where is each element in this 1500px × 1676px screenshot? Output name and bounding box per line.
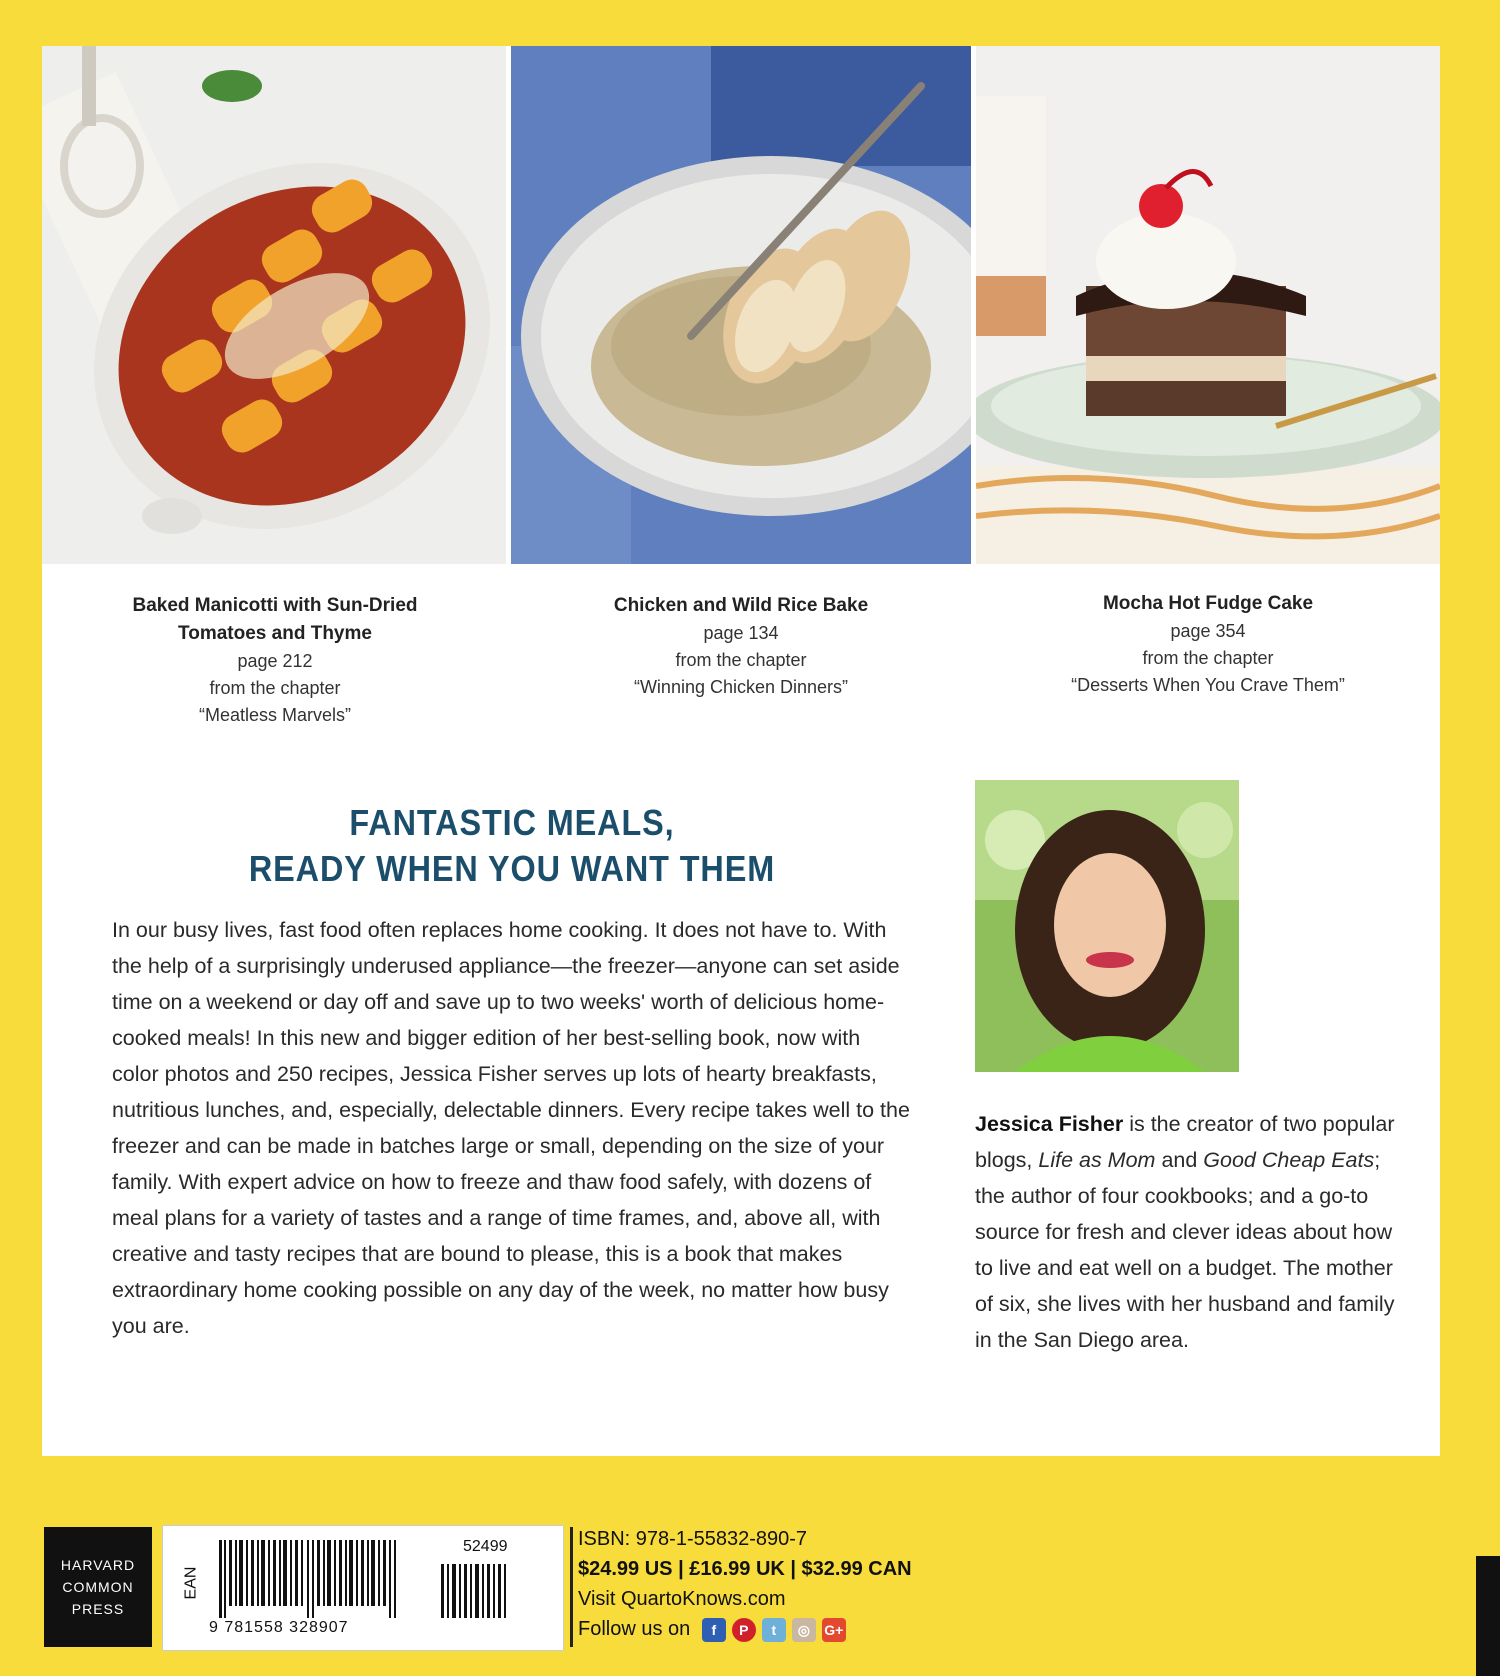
social-icons: [702, 1618, 846, 1642]
heading-line-1: FANTASTIC MEALS,: [349, 802, 675, 843]
author-bio: [975, 1106, 1395, 1358]
publisher-logo: [44, 1527, 152, 1647]
recipe-title: Tomatoes and Thyme: [178, 623, 372, 644]
publisher-line: HARVARD: [60, 1557, 136, 1573]
recipe-from: from the chapter: [209, 678, 341, 698]
heading-line-2: READY WHEN YOU WANT THEM: [248, 848, 776, 889]
author-name: Jessica Fisher: [975, 1112, 1124, 1136]
website: Visit QuartoKnows.com: [578, 1588, 786, 1610]
divider: [570, 1527, 573, 1647]
cover-edge: [1476, 1556, 1500, 1676]
twitter-icon[interactable]: t: [762, 1618, 786, 1642]
barcode-digits: 9 781558 328907: [209, 1619, 349, 1636]
recipe-caption-3: [1026, 590, 1390, 699]
recipe-chapter: “Winning Chicken Dinners”: [633, 677, 849, 697]
section-heading: [152, 800, 872, 892]
recipe-title: Chicken and Wild Rice Bake: [613, 595, 869, 616]
follow-row: [578, 1614, 912, 1644]
bio-text: ; the author of four cookbooks; and a go-to source for fresh and clever ideas about how to live and eat well on a budget. The mother of six, she lives with her husband and family in the San Diego area.: [975, 1148, 1395, 1352]
chicken-rice-photo: [511, 46, 971, 564]
bio-text: is the creator of two popular blogs,: [975, 1112, 1395, 1172]
ean-label: EAN: [182, 1566, 200, 1600]
recipe-caption-2: [561, 592, 921, 701]
blog-name-2: Good Cheap Eats: [1203, 1148, 1375, 1172]
recipe-title: Mocha Hot Fudge Cake: [1102, 593, 1314, 614]
book-description: [112, 912, 912, 1344]
recipe-from: from the chapter: [675, 650, 807, 670]
recipe-title: Baked Manicotti with Sun-Dried: [132, 595, 418, 616]
price: $24.99 US | £16.99 UK | $32.99 CAN: [578, 1558, 912, 1580]
book-info: [578, 1524, 912, 1644]
isbn: ISBN: 978-1-55832-890-7: [578, 1528, 808, 1550]
follow-label: Follow us on: [578, 1618, 691, 1640]
author-photo: [975, 780, 1239, 1072]
recipe-page: page 134: [703, 623, 779, 643]
recipe-from: from the chapter: [1142, 648, 1274, 668]
barcode: [162, 1525, 564, 1651]
blog-name-1: Life as Mom: [1038, 1148, 1156, 1172]
googleplus-icon[interactable]: G+: [822, 1618, 846, 1642]
barcode-price-code: 52499: [463, 1538, 508, 1555]
manicotti-photo: [42, 46, 506, 564]
publisher-line: PRESS: [71, 1601, 125, 1617]
publisher-line: COMMON: [62, 1579, 134, 1595]
recipe-page: page 212: [237, 651, 313, 671]
instagram-icon[interactable]: ◎: [792, 1618, 816, 1642]
mocha-cake-photo: [976, 46, 1440, 564]
recipe-caption-1: [100, 592, 450, 729]
recipe-chapter: “Meatless Marvels”: [198, 705, 352, 725]
recipe-page: page 354: [1170, 621, 1246, 641]
pinterest-icon[interactable]: P: [732, 1618, 756, 1642]
description-text: In our busy lives, fast food often replaces home cooking. It does not have to. With the help of a surprisingly underused appliance—the freezer—anyone can set aside time on a weekend or day off and save up to two weeks' worth of delicious home-cooked meals! In this new and bigger edition of her best-selling book, now with color photos and 250 recipes, Jessica Fisher serves up lots of hearty breakfasts, nutritious lunches, and, especially, delectable dinners. Every recipe takes well to the freezer and can be made in batches large or small, depending on the size of your family. With expert advice on how to freeze and thaw food safely, with dozens of meal plans for a variety of tastes and a range of time frames, and, above all, with creative and tasty recipes that are bound to please, this is a book that makes extraordinary home cooking possible on any day of the week, no matter how busy you are.: [112, 918, 910, 1338]
facebook-icon[interactable]: f: [702, 1618, 726, 1642]
recipe-chapter: “Desserts When You Crave Them”: [1071, 675, 1345, 695]
bio-text: and: [1155, 1148, 1204, 1172]
